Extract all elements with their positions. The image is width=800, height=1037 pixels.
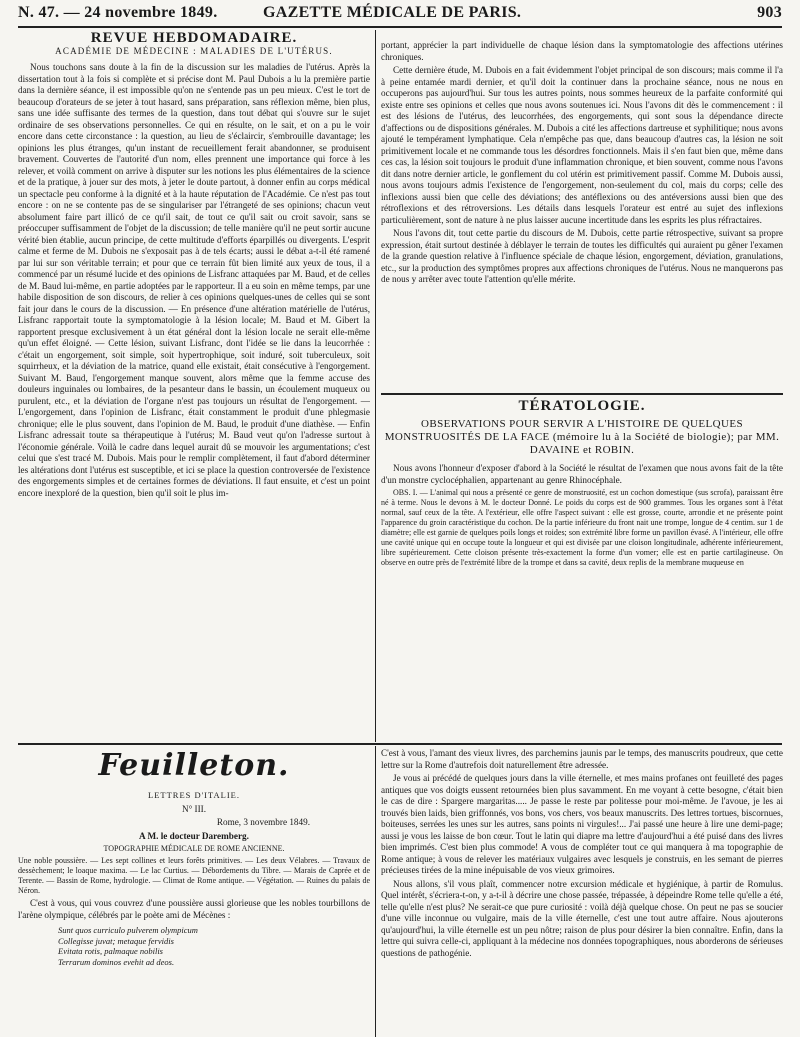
letter-paragraph: Je vous ai précédé de quelques jours dans la ville éternelle, et mes mains profanes ont feuilleté des pages antiques que vos doigts eussent retournées bien plus savamment. En me voyant à cette besogne, c'était bien le cas de dire : Spargere margaritas..... Je passe le reste par politesse pour moi-même. Je l'avoue, je les ai trouvés bien laids, bien griffonnés, vos bons, vos chers, vos beaux manuscrits. Des lettres tortues, biscornues, boiteuses, serrées les unes sur les autres, sans points ni virgules!... J'ai passé une heure à lire une demi-page; aussi je vous les laisse de bon cœur. Tout le latin qui diapre ma lettre d'aujourd'hui a été puisé dans des livres bien imprimés. C'est bien plus commode! A vous de compléter tout ce qui manquera à ma topographie de Rome antique; à vous de relever les matériaux vulgaires avec lesquels je construis, en les semant de pierres précieuses tirées de la mine inépuisable de vos vieux grimoires. — [381, 773, 783, 875]
revue-paragraph: Cette dernière étude, M. Dubois en a fait évidemment l'objet principal de son discours; mais comme il l'a à peine entamée mardi dernier, et qu'il doit la continuer dans la prochaine séance, nous ne nous en occuperons pas aujourd'hui. Sur tous les autres points, nous sommes heureux de la parfaite conformité qui existe entre ses opinions et celles que nous avons soutenues ici. Nous l'avons dit dès le commencement : il est des lésions de l'utérus, des leucorrhées, des engorgements, qui sont sous la dépendance directe d'affections ou de dispositions générales. M. Dubois a cité les affections dartreuse et syphilitique; nous avons ajouté le tempérament lymphatique. Cela n'empêche pas que, dans beaucoup d'autres cas, la lésion ne soit primitivement locale et ne commande tous les désordres fonctionnels. Mais il s'en faut bien que, même dans ces cas, la lésion soit toujours le produit d'une inflammation chronique, et bien souvent, comme nous l'avons dit dans notre dernier article, le gonflement du col utérin est primitivement passif. Comme M. Dubois aussi, nous avons toujours admis l'existence de l'engorgement, non-seulement du col, mais du corps; celle des inflexions aussi bien que celle des déviations; des antéflexions ou des antéversions aussi bien que des rétroflexions et des rétroversions. Les détails dans lesquels l'orateur est entré au sujet des inflexions particulièrement, sont de nature à ne plus laisser aucune incertitude dans les esprits les plus réfractaires. — [381, 65, 783, 225]
verse-line: Sunt quos curriculo pulverem olympicum — [58, 925, 198, 935]
latin-verse — [58, 925, 370, 967]
observation-text: OBS. I. — L'animal qui nous a présenté ce genre de monstruosité, est un cochon domestique (sus scrofa), paraissant être né à terme. Nous le devons à M. le docteur Donné. Le poids du corps est de 900 grammes. Tous les organes sont à l'état normal, sauf ceux de la tête. A l'extérieur, elle offre l'aspect suivant : elle est grosse, courte, arrondie et ne présente point l'apparence du groin caractéristique du cochon. De la partie inférieure du front nait une trompe, longue de 4 centim. sur 1 de diamètre; elle est garnie de quelques poils longs et roides; son extrémité libre forme un pavillon évasé. A l'intérieur, elle offre une cavité unique qui en occupe toute la longueur et qui est divisée par une cloison longitudinale, adhérente inférieurement, libre supérieurement. Cette cloison présente très-exactement la forme d'un vomer; elle est en partie cartilagineuse. On observe en outre près de l'extrémité libre de la trompe et dans sa cavité, deux replis de la membrane muqueuse en — [381, 488, 783, 567]
teratologie-title: TÉRATOLOGIE. — [518, 398, 646, 414]
letter-paragraph: C'est à vous, l'amant des vieux livres, des parchemins jaunis par le temps, des manuscrits poudreux, que cette lettre sur la Rome d'autrefois doit naturellement être adressée. — [381, 748, 783, 770]
letter-recipient: A M. le docteur Daremberg. — [139, 830, 249, 841]
letter-summary: Une noble poussière. — Les sept collines et leurs forêts primitives. — Les deux Vélabres. — Travaux de dessèchement; le loaque maxima. — Le lac Curtius. — Débordements du Tibre. — Marais de Caprée et de Terente. — Bassin de Rome, hydrologie. — Climat de Rome antique. — Végétation. — Ruines du palais de Néron. — [18, 856, 370, 895]
topography-heading: TOPOGRAPHIE MÉDICALE DE ROME ANCIENNE. — [103, 844, 285, 853]
masthead — [18, 4, 782, 24]
revue-paragraph: portant, apprécier la part individuelle de chaque lésion dans la symptomatologie des affections utérines chroniques. — [381, 40, 783, 62]
letter-paragraph: C'est à vous, qui vous couvrez d'une poussière aussi glorieuse que les nobles tourbillons de l'arène olympique, célébrés par le poète ami de Mécènes : — [18, 898, 370, 920]
letter-date: Rome, 3 novembre 1849. — [216, 817, 310, 827]
revue-paragraph: Nous l'avons dit, tout cette partie du discours de M. Dubois, cette partie rétrospective, suivant sa propre expression, était surtout destinée à déblayer le terrain de toutes les difficultés qui auraient pu gêner l'examen de la grande question relative à l'influence spéciale de chaque lésion, engorgement, déviation, granulations, etc., sur la production des symptômes propres aux affections chroniques de l'utérus. Nous ne manquerons pas de nous y arrêter avec toute l'attention qu'elle mérite. — [381, 228, 783, 284]
feuilleton-column-left — [18, 790, 370, 1037]
revue-column-right — [381, 40, 783, 396]
journal-title: GAZETTE MÉDICALE DE PARIS. — [263, 4, 522, 21]
revue-paragraph: Nous touchons sans doute à la fin de la discussion sur les maladies de l'utérus. Après la dissertation tout à la fois si complète et si précise dont M. Paul Dubois a lu la première partie dans la dernière séance, il est impossible qu'on ne s'entende pas un peu mieux. C'est le tort de beaucoup d'orateurs de se jeter à tout hasard, sans préparation, sans réflexion même, bien plus, sans une idée suffisante des termes de la question, dans tout débat qui s'ouvre sur le sujet ordinaire de ses observations personnelles. Ce qui en résulte, on le sait, et on a pu le voir encore dans cette circonstance : la question, au lieu de s'éclaircir, s'embrouille davantage; les opinions les plus étranges, qu'un instant de recueillement ferait abandonner, se produisent bravement. Couvertes de l'autorité d'un nom, elles prennent une importance qui force à les relever, et voilà comment on arrive à disputer sur les notions les plus élémentaires de la science et de la pratique, à jouer sur des mots, à jeter le doute partout, à donner enfin au corps médical un spectacle peu conforme à la dignité et à la haute réputation de l'Académie. Ce n'est pas tout encore : on ne se contente pas de se singulariser par l'étrangeté de ses opinions; chacun veut absolument faire part illicó de ce qu'il sait, de tout ce qu'il sait ou croit savoir, sans se préoccuper suffisamment de l'objet de la discussion; de telle manière qu'il ne peut sortir aucune vérité bien établie, aucun principe, de cette multitude d'efforts éparpillés ou divergents. L'esprit calme et ferme de M. Dubois ne s'exposait pas à de tels écarts; aussi le débat a-t-il été ramené par lui sur son véritable terrain; et pour que ce terrain fût bien limité aux yeux de tous, il a commencé par un résumé lucide et des opinions de Lisfranc attaquées par M. Baud, et de celles de M. Baud lui-même, en partie adoptées par le rapporteur. Il a eu soin en même temps, par une habile disposition de son discours, de relier à ces opinions quelques-unes de celles qui se sont fait jour dans le cours de la discussion. — En présence d'une altération matérielle de l'utérus, Lisfranc rapportait toute la symptomatologie à la lésion locale; M. Baud et M. Gibert la rapportent presque exclusivement à un état général dont la lésion locale ne serait elle-même qu'un effet éloigné. — Cette lésion, suivant Lisfranc, dont l'idée se lie dans la leucorrhée : c'était un engorgement, soit simple, soit hypertrophique, soit induré, soit tuberculeux, soit squirrheux, et la déviation de la matrice, quand elle existait, était consécutive à l'engorgement. Suivant M. Baud, l'engorgement manque souvent, alors même que la femme accuse des douleurs inguinales ou lombaires, de la pesanteur dans le bassin, un écoulement muqueux ou purulent, etc., et la déviation de l'organe n'est pas toujours un résultat de l'engorgement. — L'engorgement, dans l'opinion de Lisfranc, était constamment le produit d'une phlegmasie chronique; elle le plus souvent, dans l'opinion de M. Baud, le produit d'une diathèse. — Enfin Lisfranc adressait toute sa thérapeutique à l'utérus; M. Baud veut qu'on l'adresse surtout à l'économie générale. Voilà le cadre dans lequel aurait dû se mouvoir les argumentations; c'est celui que s'est tracé M. Dubois. Mais pour le remplir complètement, il faut d'abord déterminer les altérations dont l'utérus est susceptible, et ici se place la question controversée de l'existence des engorgements simples et de certaines formes de déviations. Il faut ensuite, et c'est un point encore inexploré de la question, bien qu'il soit le plus im- — [18, 62, 370, 498]
page-number: 903 — [757, 4, 782, 21]
column-divider-bottom — [375, 746, 376, 1037]
letter-paragraph: Nous allons, s'il vous plaît, commencer notre excursion médicale et hygiénique, à partir de Romulus. Quel intérêt, s'écriera-t-on, y a-t-il à décrire une chose passée, trépassée, à dépeindre Rome telle qu'elle a été, telle qu'elle n'est plus? Ne serait-ce que pure curiosité : voilà déjà quelque chose. On peut ne pas se soucier d'une ville inconnue ou vulgaire, mais de la ville éternelle, c'est une tout autre affaire. Nous ajouterons qu'aujourd'hui, la ville éternelle est un peu nôtre; raison de plus pour désirer la bien connaître. Enfin, dans la lettre qui suivra celle-ci, appliquant à la médecine nos données topographiques, nous aborderons de sérieuses questions de pathogénie. — [381, 878, 783, 958]
verse-line: Evitata rotis, palmaque nobilis — [58, 946, 163, 956]
column-divider-top — [375, 30, 376, 742]
revue-title: REVUE HEBDOMADAIRE. — [90, 30, 298, 46]
teratologie-column — [381, 463, 783, 741]
verse-line: Terrarum dominos evehit ad deos. — [58, 956, 175, 967]
section-rule — [381, 393, 783, 395]
feuilleton-rule — [18, 743, 782, 745]
verse-line: Collegisse juvat; metaque fervidis — [58, 935, 174, 946]
feuilleton-column-right — [381, 748, 783, 1037]
observation-title: OBSERVATIONS POUR SERVIR A L'HISTOIRE DE QUELQUES MONSTRUOSITÉS DE LA FACE (mémoire lu à la Société de biologie); par MM. DAVAINE et ROBIN. — [384, 418, 780, 456]
letter-number: N° III. — [181, 803, 207, 814]
issue-number: N. 47. — 24 novembre 1849. — [18, 4, 218, 21]
masthead-rule — [18, 26, 782, 28]
lettres-heading: LETTRES D'ITALIE. — [148, 790, 240, 800]
teratologie-intro: Nous avons l'honneur d'exposer d'abord à la Société le résultat de l'examen que nous avons fait de la tête d'un monstre cyclocéphalien, appartenant au genre Rhinocéphale. — [381, 463, 783, 485]
revue-subtitle: ACADÉMIE DE MÉDECINE : MALADIES DE L'UTÉRUS. — [55, 46, 333, 56]
feuilleton-title: Feuilleton. — [98, 748, 290, 783]
revue-column-left — [18, 62, 370, 738]
